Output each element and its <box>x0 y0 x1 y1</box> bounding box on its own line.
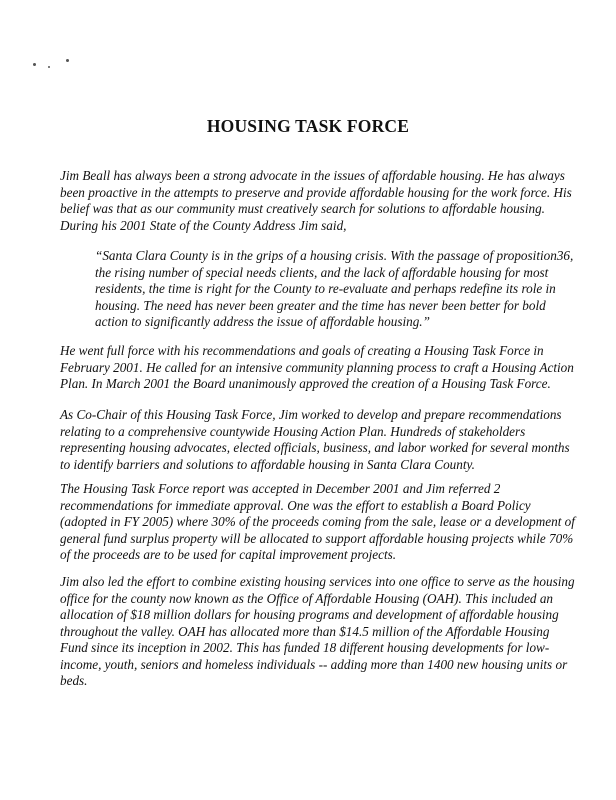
scan-speck <box>33 63 36 66</box>
oah-paragraph: Jim also led the effort to combine existing housing services into one office to serve as the housing office for the county now known as the Office of Affordable Housing (OAH). This included an allocation of $18 million dollars for housing programs and development of affordable housing throughout the valley. OAH has allocated more than $14.5 million of the Affordable Housing Fund since its inception in 2002. This has funded 18 different housing developments for low-income, youth, seniors and homeless individuals -- adding more than 1400 new housing units or beds. <box>60 574 575 688</box>
page-title: HOUSING TASK FORCE <box>206 116 410 136</box>
address-quote: “Santa Clara County is in the grips of a housing crisis. With the passage of proposition36, the rising number of special needs clients, and the lack of affordable housing for most residents, the time is right for the County to re-evaluate and perhaps redefine its role in housing. The need has never been greater and the time has never been better for bold action to significantly address the issue of affordable housing.” <box>95 248 574 329</box>
scan-speck <box>48 66 50 68</box>
task-force-creation-paragraph: He went full force with his recommendations and goals of creating a Housing Task Force in February 2001. He called for an intensive community planning process to craft a Housing Action Plan. In March 2001 the Board unanimously approved the creation of a Housing Task Force. <box>60 343 574 391</box>
intro-paragraph: Jim Beall has always been a strong advocate in the issues of affordable housing. He has always been proactive in the attempts to preserve and provide affordable housing for the work force. His belief was that as our community must creatively search for solutions to affordable housing. During his 2001 State of the County Address Jim said, <box>60 168 572 233</box>
co-chair-paragraph: As Co-Chair of this Housing Task Force, Jim worked to develop and prepare recommendations relating to a comprehensive countywide Housing Action Plan. Hundreds of stakeholders representing housing advocates, elected officials, business, and labor worked for several months to identify barriers and solutions to affordable housing in Santa Clara County. <box>60 407 570 472</box>
report-paragraph: The Housing Task Force report was accepted in December 2001 and Jim referred 2 recommendations for immediate approval. One was the effort to establish a Board Policy (adopted in FY 2005) where 30% of the proceeds coming from the sale, lease or a development of general fund surplus property will be allocated to support affordable housing projects while 70% of the proceeds are to be used for capital improvement projects. <box>60 481 575 562</box>
scan-speck <box>66 59 69 62</box>
